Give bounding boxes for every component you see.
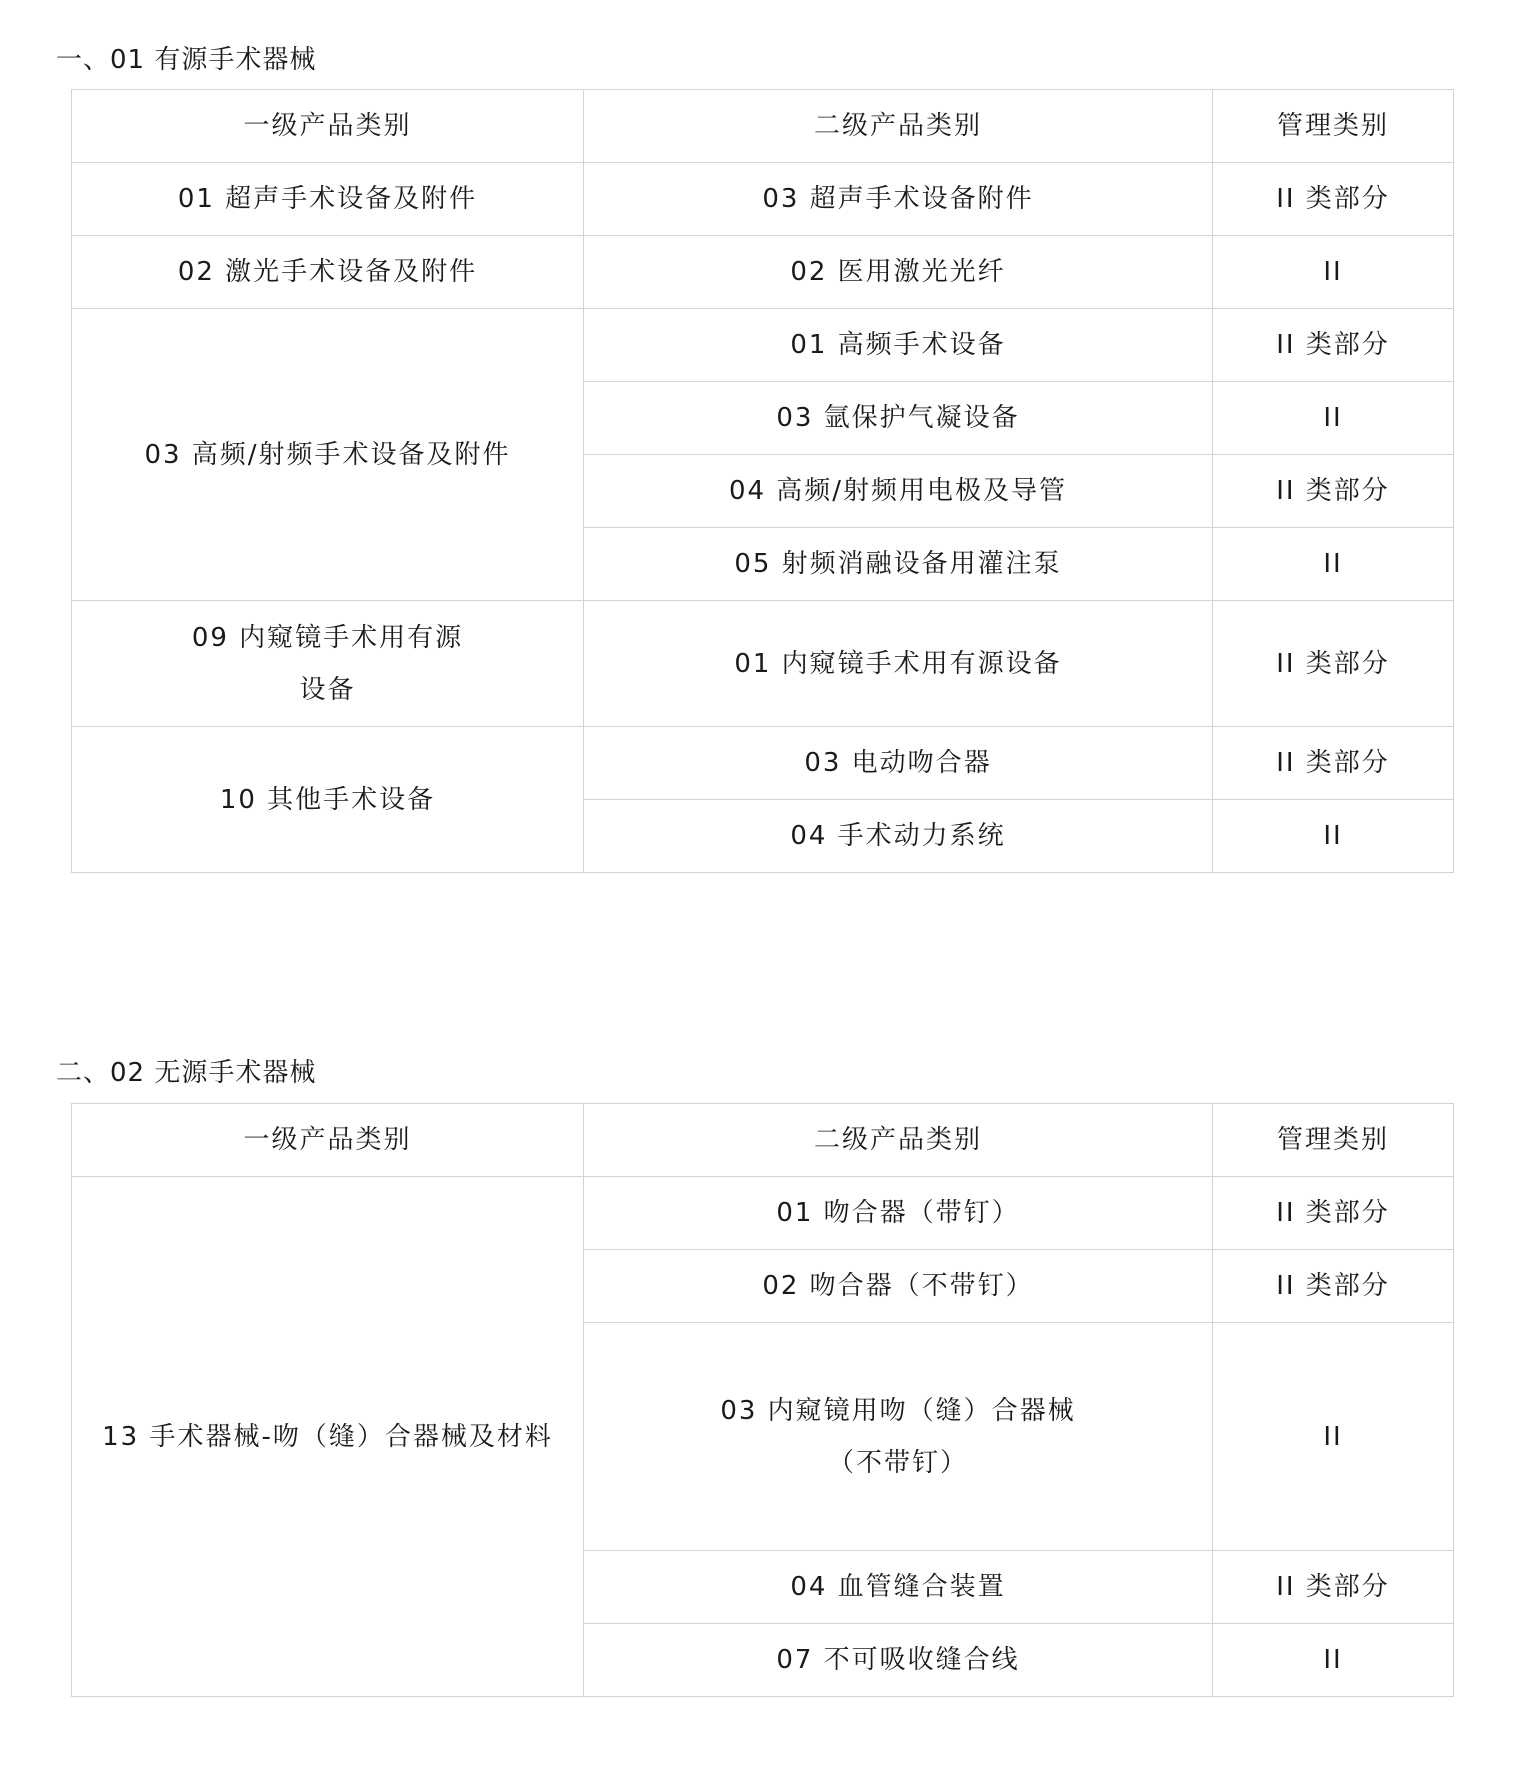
column-header-primary: 一级产品类别: [72, 1104, 584, 1177]
primary-category-cell: 03 高频/射频手术设备及附件: [72, 309, 584, 601]
secondary-category-line: 03 内窥镜用吻（缝）合器械: [720, 1395, 1076, 1426]
management-class-cell: II 类部分: [1213, 1177, 1454, 1250]
secondary-category-cell: 01 内窥镜手术用有源设备: [584, 601, 1213, 727]
section-title: 二、02 无源手术器械: [56, 1058, 317, 1088]
primary-category-line: 09 内窥镜手术用有源: [191, 622, 464, 653]
management-class-cell: II: [1213, 800, 1454, 873]
management-class-cell: II 类部分: [1213, 727, 1454, 800]
secondary-category-cell: [584, 1323, 1213, 1551]
secondary-category-cell: 02 医用激光光纤: [584, 236, 1213, 309]
column-header-secondary: 二级产品类别: [584, 1104, 1213, 1177]
column-header-class: 管理类别: [1213, 90, 1454, 163]
management-class-cell: II 类部分: [1213, 455, 1454, 528]
column-header-class: 管理类别: [1213, 1104, 1454, 1177]
management-class-cell: II: [1213, 382, 1454, 455]
management-class-cell: II 类部分: [1213, 309, 1454, 382]
management-class-cell: II: [1213, 1624, 1454, 1697]
secondary-category-cell: 01 吻合器（带钉）: [584, 1177, 1213, 1250]
secondary-category-cell: 01 高频手术设备: [584, 309, 1213, 382]
management-class-cell: II 类部分: [1213, 1551, 1454, 1624]
table-row: [72, 601, 1454, 727]
primary-category-cell: 10 其他手术设备: [72, 727, 584, 873]
secondary-category-cell: 03 氩保护气凝设备: [584, 382, 1213, 455]
primary-category-cell: [72, 601, 584, 727]
category-table: [71, 1103, 1454, 1697]
secondary-category-cell: 04 高频/射频用电极及导管: [584, 455, 1213, 528]
secondary-category-cell: 04 手术动力系统: [584, 800, 1213, 873]
primary-category-line: 设备: [299, 674, 356, 705]
primary-category-cell: 02 激光手术设备及附件: [72, 236, 584, 309]
table-row: [72, 727, 1454, 800]
table-row: [72, 1177, 1454, 1250]
management-class-cell: II: [1213, 236, 1454, 309]
secondary-category-cell: 05 射频消融设备用灌注泵: [584, 528, 1213, 601]
category-table: [71, 89, 1454, 873]
secondary-category-cell: 03 超声手术设备附件: [584, 163, 1213, 236]
secondary-category-cell: 03 电动吻合器: [584, 727, 1213, 800]
management-class-cell: II: [1213, 528, 1454, 601]
primary-category-cell: 13 手术器械-吻（缝）合器械及材料: [72, 1177, 584, 1697]
secondary-category-cell: 02 吻合器（不带钉）: [584, 1250, 1213, 1323]
section-title: 一、01 有源手术器械: [56, 45, 317, 75]
management-class-cell: II 类部分: [1213, 601, 1454, 727]
secondary-category-cell: 04 血管缝合装置: [584, 1551, 1213, 1624]
secondary-category-line: （不带钉）: [827, 1447, 968, 1478]
primary-category-cell: 01 超声手术设备及附件: [72, 163, 584, 236]
column-header-primary: 一级产品类别: [72, 90, 584, 163]
table-header-row: [72, 1104, 1454, 1177]
table-row: [72, 309, 1454, 382]
secondary-category-cell: 07 不可吸收缝合线: [584, 1624, 1213, 1697]
management-class-cell: II: [1213, 1323, 1454, 1551]
management-class-cell: II 类部分: [1213, 1250, 1454, 1323]
table-header-row: [72, 90, 1454, 163]
column-header-secondary: 二级产品类别: [584, 90, 1213, 163]
management-class-cell: II 类部分: [1213, 163, 1454, 236]
table-row: [72, 236, 1454, 309]
table-row: [72, 163, 1454, 236]
